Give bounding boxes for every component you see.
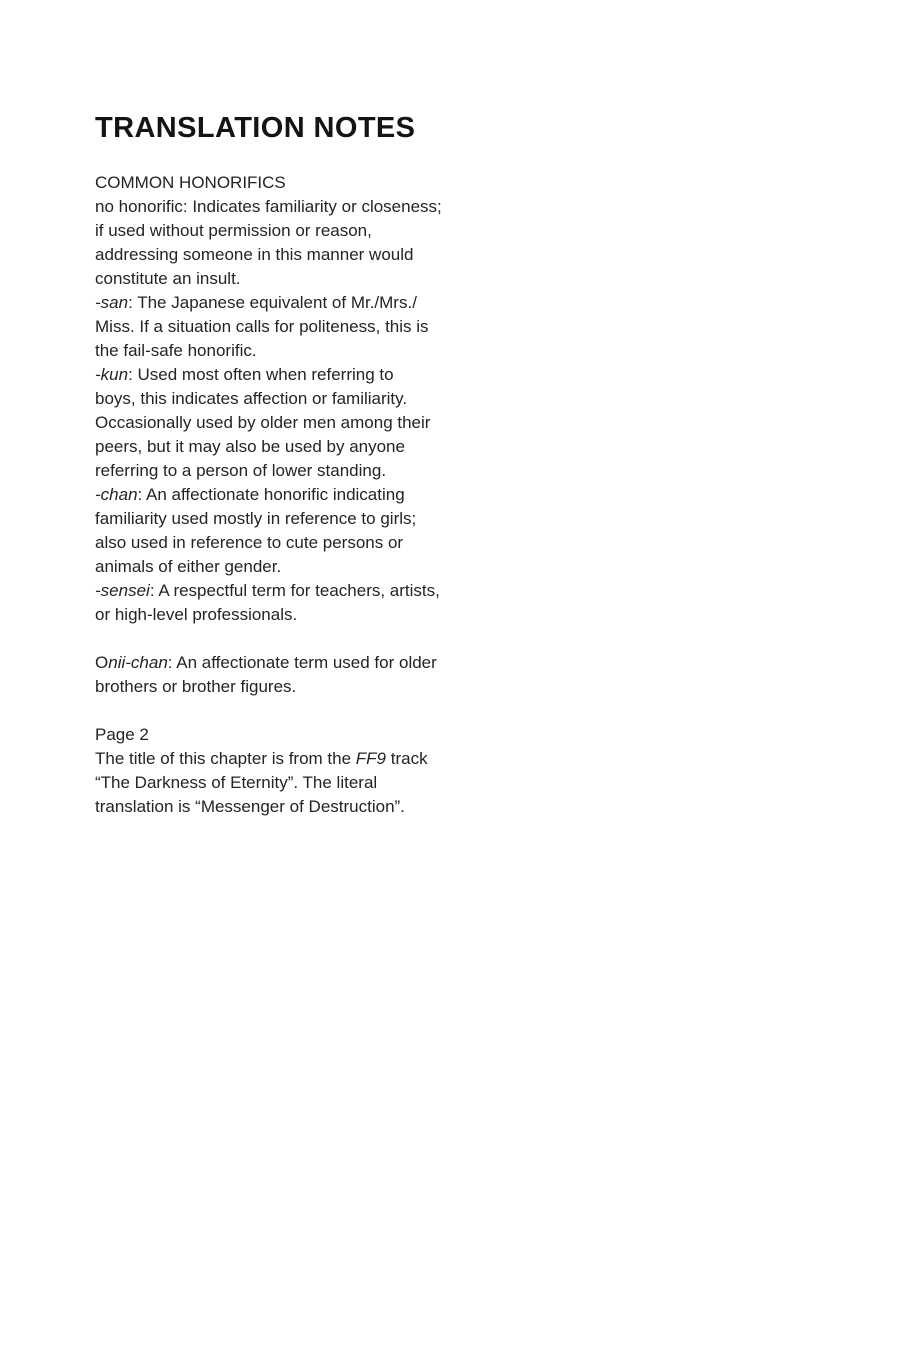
text-line: [95, 315, 495, 339]
section-page-2-note: [95, 723, 495, 819]
text-line: [95, 243, 495, 267]
text-line: [95, 483, 495, 507]
text-line: [95, 267, 495, 291]
section-common-honorifics: [95, 171, 495, 627]
text-line: [95, 675, 495, 699]
italic-text-segment: -san: [95, 293, 129, 312]
text-line: [95, 195, 495, 219]
text-segment: also used in reference to cute persons or: [95, 533, 404, 552]
text-segment: Page 2: [95, 725, 149, 744]
text-line: [95, 411, 495, 435]
text-segment: : An affectionate honorific indicating: [137, 485, 405, 504]
text-segment: if used without permission or reason,: [95, 221, 372, 240]
section-onii-chan-note: [95, 651, 495, 699]
text-segment: : An affectionate term used for older: [167, 653, 437, 672]
text-line: [95, 171, 495, 195]
notes-content: [95, 171, 495, 819]
text-line: [95, 771, 495, 795]
text-line: [95, 579, 495, 603]
text-line: [95, 363, 495, 387]
italic-text-segment: nii-chan: [108, 653, 168, 672]
italic-text-segment: -sensei: [95, 581, 150, 600]
text-line: [95, 291, 495, 315]
text-segment: the fail-safe honorific.: [95, 341, 257, 360]
italic-text-segment: -chan: [95, 485, 138, 504]
text-segment: The title of this chapter is from the: [95, 749, 356, 768]
text-line: [95, 555, 495, 579]
text-segment: no honorific: Indicates familiarity or closeness;: [95, 197, 442, 216]
text-segment: peers, but it may also be used by anyone: [95, 437, 405, 456]
text-segment: : The Japanese equivalent of Mr./Mrs./: [128, 293, 417, 312]
text-line: [95, 603, 495, 627]
text-line: [95, 219, 495, 243]
text-line: [95, 795, 495, 819]
text-segment: Miss. If a situation calls for politeness, this is: [95, 317, 429, 336]
text-line: [95, 651, 495, 675]
italic-text-segment: -kun: [95, 365, 129, 384]
text-segment: Occasionally used by older men among their: [95, 413, 431, 432]
page-title: TRANSLATION NOTES: [95, 112, 416, 144]
text-line: [95, 339, 495, 363]
text-segment: or high-level professionals.: [95, 605, 298, 624]
text-segment: track: [386, 749, 428, 768]
text-segment: “The Darkness of Eternity”. The literal: [95, 773, 378, 792]
text-line: [95, 747, 495, 771]
text-segment: boys, this indicates affection or familiarity.: [95, 389, 408, 408]
text-segment: : Used most often when referring to: [128, 365, 394, 384]
text-segment: familiarity used mostly in reference to girls;: [95, 509, 417, 528]
text-segment: constitute an insult.: [95, 269, 241, 288]
text-line: [95, 387, 495, 411]
text-segment: COMMON HONORIFICS: [95, 173, 286, 192]
text-segment: : A respectful term for teachers, artists,: [149, 581, 440, 600]
text-segment: referring to a person of lower standing.: [95, 461, 387, 480]
text-line: [95, 723, 495, 747]
text-line: [95, 435, 495, 459]
text-segment: translation is “Messenger of Destruction”.: [95, 797, 405, 816]
text-segment: addressing someone in this manner would: [95, 245, 414, 264]
text-line: [95, 507, 495, 531]
text-segment: O: [95, 653, 109, 672]
text-segment: brothers or brother figures.: [95, 677, 297, 696]
text-line: [95, 459, 495, 483]
italic-text-segment: FF9: [355, 749, 387, 768]
text-segment: animals of either gender.: [95, 557, 282, 576]
text-line: [95, 531, 495, 555]
